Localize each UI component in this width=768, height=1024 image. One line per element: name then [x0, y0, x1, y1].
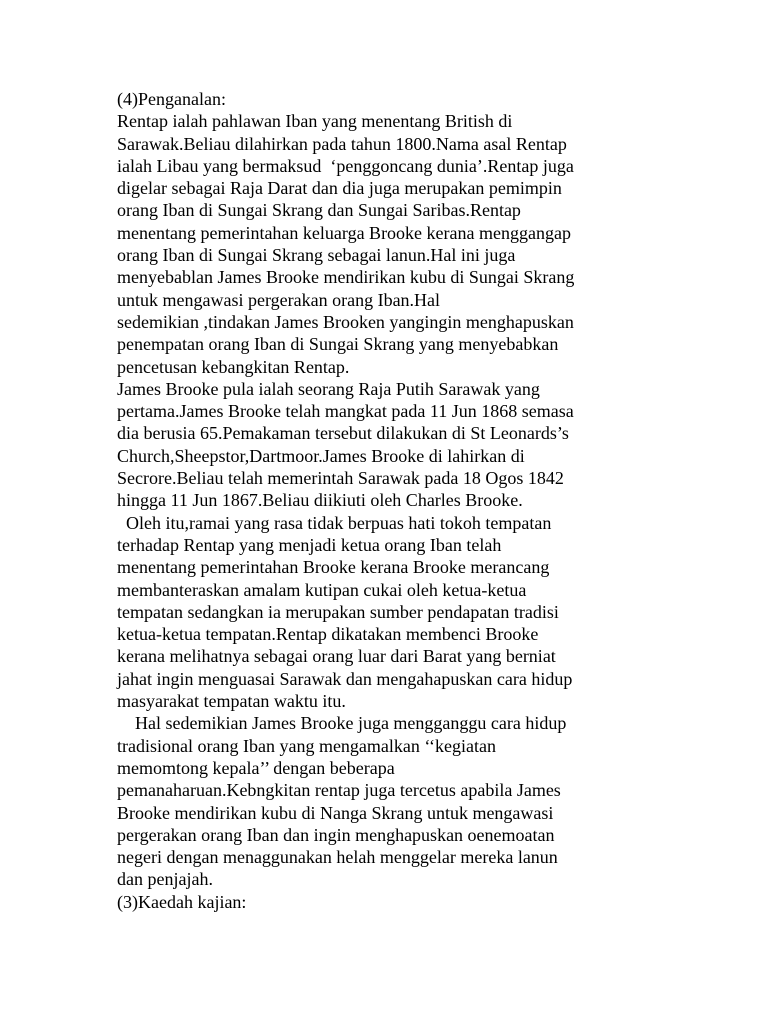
text-line: Oleh itu,ramai yang rasa tidak berpuas hati tokoh tempatan — [117, 512, 552, 533]
text-line: pemanaharuan.Kebngkitan rentap juga tercetus apabila James — [117, 780, 561, 801]
text-line: ketua-ketua tempatan.Rentap dikatakan membenci Brooke — [117, 624, 539, 645]
text-line: Rentap ialah pahlawan Iban yang menentang British di — [117, 111, 513, 132]
text-line: digelar sebagai Raja Darat dan dia juga merupakan pemimpin — [117, 178, 562, 199]
text-line: James Brooke pula ialah seorang Raja Putih Sarawak yang — [117, 378, 540, 399]
text-line: pertama.James Brooke telah mangkat pada 11 Jun 1868 semasa — [117, 401, 574, 422]
text-line: terhadap Rentap yang menjadi ketua orang Iban telah — [117, 534, 502, 555]
text-line: tradisional orang Iban yang mengamalkan ‘‘kegiatan — [117, 735, 497, 756]
text-line: pencetusan kebangkitan Rentap. — [117, 356, 350, 377]
text-line: dan penjajah. — [117, 869, 213, 890]
text-line: membanteraskan amalam kutipan cukai oleh ketua-ketua — [117, 579, 527, 600]
text-line: jahat ingin menguasai Sarawak dan mengahapuskan cara hidup — [117, 668, 573, 689]
text-line: kerana melihatnya sebagai orang luar dari Barat yang berniat — [117, 646, 556, 667]
text-line: dia berusia 65.Pemakaman tersebut dilakukan di St Leonards’s — [117, 423, 569, 444]
text-line: penempatan orang Iban di Sungai Skrang yang menyebabkan — [117, 334, 559, 355]
text-line: tempatan sedangkan ia merupakan sumber pendapatan tradisi — [117, 601, 559, 622]
text-line: orang Iban di Sungai Skrang dan Sungai Saribas.Rentap — [117, 200, 521, 221]
text-line: sedemikian ,tindakan James Brooken yangingin menghapuskan — [117, 311, 574, 332]
text-line: Hal sedemikian James Brooke juga mengganggu cara hidup — [117, 713, 567, 734]
text-line: ialah Libau yang bermaksud ‘penggoncang dunia’.Rentap juga — [117, 155, 574, 176]
section-heading-kaedah-kajian: (3)Kaedah kajian: — [117, 891, 247, 912]
text-line: orang Iban di Sungai Skrang sebagai lanun.Hal ini juga — [117, 245, 516, 266]
text-line: Secrore.Beliau telah memerintah Sarawak pada 18 Ogos 1842 — [117, 468, 564, 489]
text-line: memomtong kepala’’ dengan beberapa — [117, 757, 395, 778]
text-line: menentang pemerintahan keluarga Brooke kerana menggangap — [117, 222, 571, 243]
text-line: Sarawak.Beliau dilahirkan pada tahun 1800.Nama asal Rentap — [117, 133, 567, 154]
text-line: pergerakan orang Iban dan ingin menghapuskan oenemoatan — [117, 824, 555, 845]
section-heading-penganalan: (4)Penganalan: — [117, 89, 226, 109]
document-body — [117, 88, 657, 913]
text-line: menyebablan James Brooke mendirikan kubu di Sungai Skrang — [117, 267, 575, 288]
text-line: menentang pemerintahan Brooke kerana Brooke merancang — [117, 557, 550, 578]
text-line: Brooke mendirikan kubu di Nanga Skrang untuk mengawasi — [117, 802, 554, 823]
text-line: Church,Sheepstor,Dartmoor.James Brooke di lahirkan di — [117, 445, 525, 466]
text-line: negeri dengan menaggunakan helah menggelar mereka lanun — [117, 847, 558, 868]
text-line: hingga 11 Jun 1867.Beliau diikiuti oleh Charles Brooke. — [117, 490, 523, 511]
text-line: untuk mengawasi pergerakan orang Iban.Hal — [117, 289, 441, 310]
text-line: masyarakat tempatan waktu itu. — [117, 691, 346, 712]
